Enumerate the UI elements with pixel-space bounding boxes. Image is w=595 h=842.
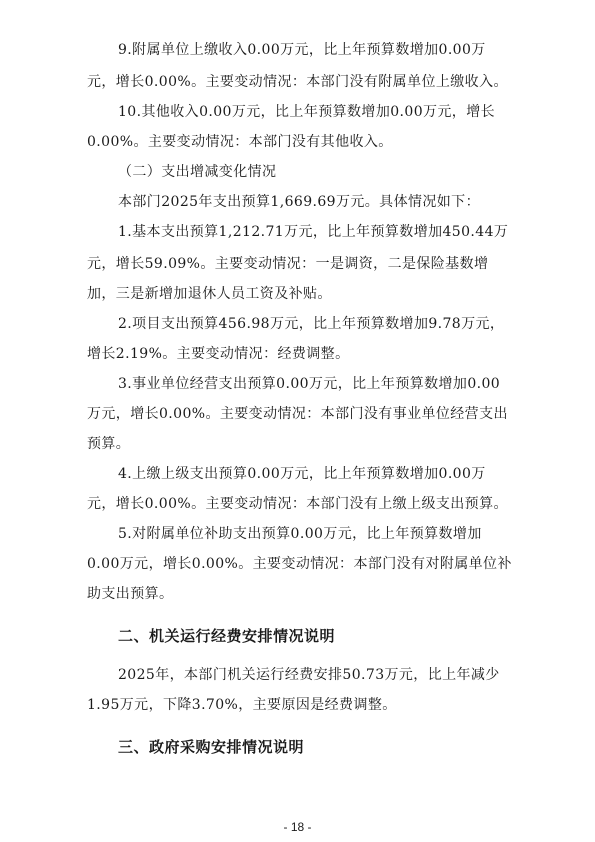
section-2-line-2: 1.95万元，下降3.70%，主要原因是经费调整。 bbox=[87, 697, 397, 713]
item-3-line-1: 3.事业单位经营支出预算0.00万元，比上年预算数增加0.00 bbox=[118, 376, 501, 392]
item-3-line-3: 预算。 bbox=[87, 436, 131, 452]
paragraph-10-line-1: 10.其他收入0.00万元，比上年预算数增加0.00万元，增长 bbox=[118, 104, 496, 120]
paragraph-9-line-2: 元，增长0.00%。主要变动情况：本部门没有附属单位上缴收入。 bbox=[87, 74, 508, 90]
item-5-line-2: 0.00万元，增长0.00%。主要变动情况：本部门没有对附属单位补 bbox=[87, 556, 512, 572]
item-5-line-3: 助支出预算。 bbox=[87, 586, 174, 602]
item-1-line-3: 加，三是新增加退休人员工资及补贴。 bbox=[87, 286, 332, 302]
subheading-expenditure-changes: （二）支出增减变化情况 bbox=[118, 164, 277, 180]
item-1-line-2: 元，增长59.09%。主要变动情况：一是调资，二是保险基数增 bbox=[87, 256, 489, 272]
section-3-heading: 三、政府采购安排情况说明 bbox=[118, 738, 305, 756]
item-2-line-2: 增长2.19%。主要变动情况：经费调整。 bbox=[87, 346, 350, 362]
item-5-line-1: 5.对附属单位补助支出预算0.00万元，比上年预算数增加 bbox=[118, 526, 482, 542]
item-2-line-1: 2.项目支出预算456.98万元，比上年预算数增加9.78万元， bbox=[118, 316, 505, 332]
item-4-line-2: 元，增长0.00%。主要变动情况：本部门没有上缴上级支出预算。 bbox=[87, 496, 508, 512]
item-1-line-1: 1.基本支出预算1,212.71万元，比上年预算数增加450.44万 bbox=[118, 224, 509, 240]
section-2-line-1: 2025年，本部门机关运行经费安排50.73万元，比上年减少 bbox=[118, 667, 500, 683]
section-2-heading: 二、机关运行经费安排情况说明 bbox=[118, 627, 336, 645]
item-4-line-1: 4.上缴上级支出预算0.00万元，比上年预算数增加0.00万 bbox=[118, 466, 486, 482]
paragraph-10-line-2: 0.00%。主要变动情况：本部门没有其他收入。 bbox=[87, 134, 393, 150]
item-3-line-2: 万元，增长0.00%。主要变动情况：本部门没有事业单位经营支出 bbox=[87, 406, 508, 422]
paragraph-total-expenditure: 本部门2025年支出预算1,669.69万元。具体情况如下： bbox=[118, 194, 480, 210]
page-number: - 18 - bbox=[283, 820, 312, 834]
paragraph-9-line-1: 9.附属单位上缴收入0.00万元，比上年预算数增加0.00万 bbox=[118, 42, 486, 58]
